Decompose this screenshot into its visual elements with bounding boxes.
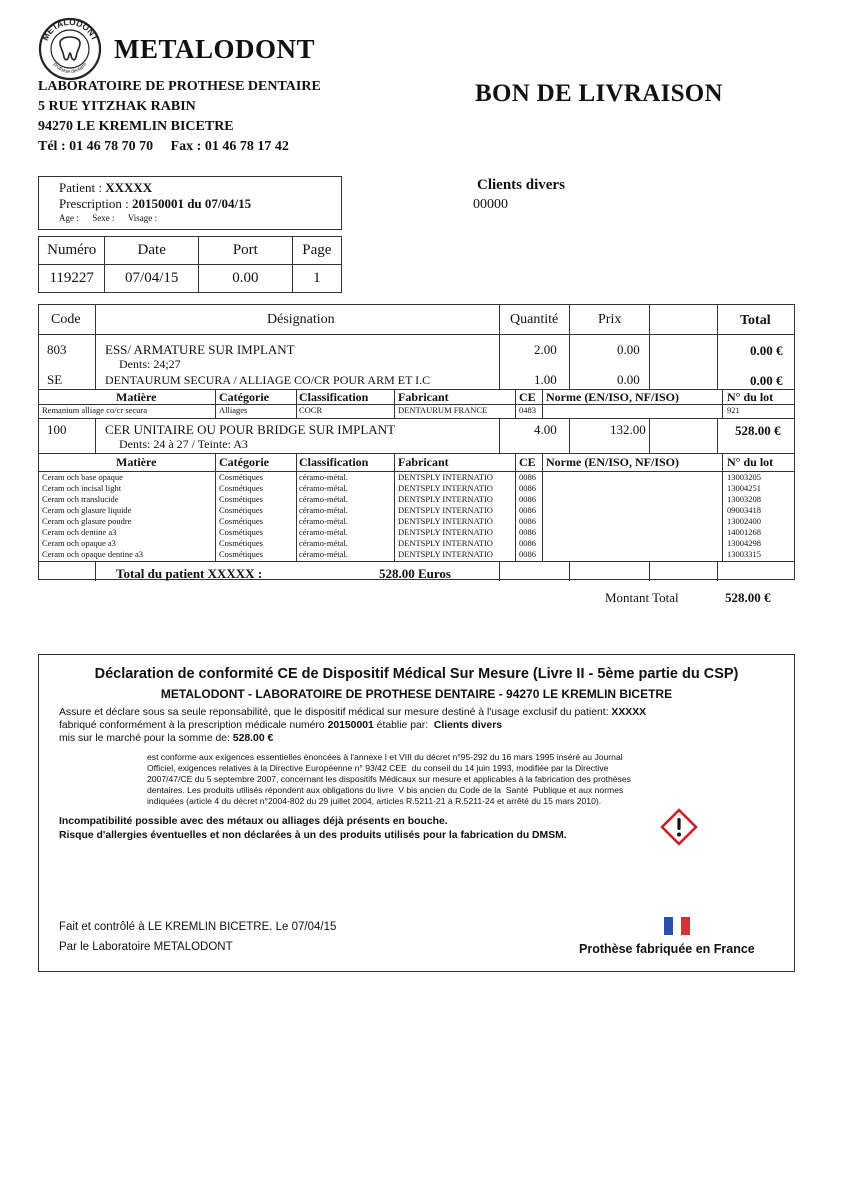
sub2-matiere: Matière <box>116 455 157 469</box>
material-classification: céramo-métal. <box>299 549 348 559</box>
french-flag-icon <box>664 917 690 935</box>
item2-quantite: 1.00 <box>534 372 557 387</box>
material-fabricant: DENTSPLY INTERNATIO <box>398 527 493 537</box>
material-ce: 0086 <box>519 549 536 559</box>
material-categorie: Alliages <box>219 405 248 415</box>
material-classification: céramo-métal. <box>299 472 348 482</box>
patient-total-value: 528.00 Euros <box>379 566 451 581</box>
material-ce: 0086 <box>519 472 536 482</box>
material-matiere: Ceram och incisal light <box>42 483 122 493</box>
client-code: 00000 <box>473 197 508 212</box>
declaration-patient: XXXXX <box>611 707 647 718</box>
place-date: Fait et contrôlé à LE KREMLIN BICETRE. Le 07/04/15 <box>59 921 337 933</box>
value-numero: 119227 <box>39 265 105 293</box>
material-classification: COCR <box>299 405 323 415</box>
document-title: BON DE LIVRAISON <box>475 80 723 107</box>
declaration-box <box>38 654 795 972</box>
material-classification: céramo-métal. <box>299 516 348 526</box>
item1-code: 803 <box>47 342 67 357</box>
material-fabricant: DENTSPLY INTERNATIO <box>398 472 493 482</box>
sub1-lot: N° du lot <box>727 390 774 404</box>
material-classification: céramo-métal. <box>299 527 348 537</box>
metalodont-logo <box>38 17 102 81</box>
item3-code: 100 <box>47 422 67 437</box>
col-total: Total <box>740 313 771 328</box>
item2-code: SE <box>47 372 63 387</box>
material-categorie: Cosmétiques <box>219 494 263 504</box>
material-categorie: Cosmétiques <box>219 516 263 526</box>
material-categorie: Cosmétiques <box>219 505 263 515</box>
col-prix: Prix <box>598 312 622 327</box>
sub2-ce: CE <box>519 455 536 469</box>
material-ce: 0086 <box>519 527 536 537</box>
material-lot: 13004298 <box>727 538 761 548</box>
lab-name: LABORATOIRE DE PROTHESE DENTAIRE <box>38 79 321 94</box>
declaration-intro-1: Assure et déclare sous sa seule reponsabilité, que le dispositif médical sur mesure destiné à l'usage exclusif du patient: XXXXX <box>59 707 647 718</box>
item1-designation: ESS/ ARMATURE SUR IMPLANT <box>105 342 295 357</box>
material-matiere: Ceram och dentine a3 <box>42 527 117 537</box>
material-lot: 13003208 <box>727 494 761 504</box>
header-numero: Numéro <box>39 237 105 265</box>
material-matiere: Ceram och translucide <box>42 494 119 504</box>
material-lot: 09003418 <box>727 505 761 515</box>
prescription-line: Prescription : 20150001 du 07/04/15 <box>59 196 252 211</box>
item3-total: 528.00 € <box>735 423 781 438</box>
montant-total-label: Montant Total <box>605 590 679 605</box>
value-port: 0.00 <box>199 265 293 293</box>
value-date: 07/04/15 <box>105 265 199 293</box>
material-matiere: Ceram och opaque a3 <box>42 538 116 548</box>
material-lot: 921 <box>727 405 740 415</box>
item3-dents: Dents: 24 à 27 / Teinte: A3 <box>119 437 248 451</box>
sub1-fabricant: Fabricant <box>398 390 449 404</box>
sub1-matiere: Matière <box>116 390 157 404</box>
item3-quantite: 4.00 <box>534 422 557 437</box>
signed-by: Par le Laboratoire METALODONT <box>59 941 233 953</box>
sub1-categorie: Catégorie <box>219 390 269 404</box>
sub2-fabricant: Fabricant <box>398 455 449 469</box>
patient-total-label: Total du patient XXXXX : <box>116 566 263 581</box>
sub2-classification: Classification <box>299 455 369 469</box>
material-lot: 13003315 <box>727 549 761 559</box>
warning-incompatibility: Incompatibilité possible avec des métaux ou alliages déjà présents en bouche. <box>59 816 448 827</box>
col-quantite: Quantité <box>510 312 559 327</box>
brand-name: METALODONT <box>114 34 316 64</box>
material-ce: 0086 <box>519 505 536 515</box>
sub2-lot: N° du lot <box>727 455 774 469</box>
material-fabricant: DENTSPLY INTERNATIO <box>398 516 493 526</box>
warning-allergy: Risque d'allergies éventuelles et non déclarées à un des produits utilisés pour la fabrication du DMSM. <box>59 830 567 841</box>
patient-line: Patient : XXXXX <box>59 180 153 195</box>
material-classification: céramo-métal. <box>299 538 348 548</box>
material-lot: 13003205 <box>727 472 761 482</box>
material-lot: 13002400 <box>727 516 761 526</box>
patient-name: XXXXX <box>105 180 153 195</box>
material-fabricant: DENTSPLY INTERNATIO <box>398 494 493 504</box>
value-page: 1 <box>292 265 341 293</box>
item1-prix: 0.00 <box>617 342 640 357</box>
patient-extra: Age : Sexe : Visage : <box>59 213 158 223</box>
material-ce: 0086 <box>519 494 536 504</box>
item3-prix: 132.00 <box>610 422 646 437</box>
declaration-title: Déclaration de conformité CE de Dispositif Médical Sur Mesure (Livre II - 5ème partie du CSP) <box>94 666 739 682</box>
prescription-number: 20150001 du 07/04/15 <box>131 196 252 211</box>
material-categorie: Cosmétiques <box>219 527 263 537</box>
material-fabricant: DENTSPLY INTERNATIO <box>398 538 493 548</box>
material-matiere: Ceram och base opaque <box>42 472 123 482</box>
declaration-intro-3: mis sur le marché pour la somme de: 528.00 € <box>59 733 274 744</box>
material-ce: 0086 <box>519 516 536 526</box>
material-categorie: Cosmétiques <box>219 538 263 548</box>
item1-dents: Dents: 24;27 <box>119 357 181 371</box>
logo-sub-text: prothèse dentaire <box>51 61 89 76</box>
made-in-france: Prothèse fabriquée en France <box>579 942 755 956</box>
lab-phone-fax: Tél : 01 46 78 70 70 Fax : 01 46 78 17 42 <box>38 139 289 154</box>
item1-quantite: 2.00 <box>534 342 557 357</box>
material-fabricant: DENTSPLY INTERNATIO <box>398 483 493 493</box>
declaration-subtitle: METALODONT - LABORATOIRE DE PROTHESE DENTAIRE - 94270 LE KREMLIN BICETRE <box>160 687 673 701</box>
material-fabricant: DENTSPLY INTERNATIO <box>398 549 493 559</box>
document-info-table <box>38 236 342 293</box>
col-designation: Désignation <box>267 312 335 327</box>
material-matiere: Ceram och glasure liquide <box>42 505 132 515</box>
sub2-categorie: Catégorie <box>219 455 269 469</box>
material-classification: céramo-métal. <box>299 483 348 493</box>
sub1-norme: Norme (EN/ISO, NF/ISO) <box>546 390 679 404</box>
material-matiere: Ceram och opaque dentine a3 <box>42 549 144 559</box>
material-classification: céramo-métal. <box>299 505 348 515</box>
item2-designation: DENTAURUM SECURA / ALLIAGE CO/CR POUR ARM ET I.C <box>105 373 431 387</box>
material-classification: céramo-métal. <box>299 494 348 504</box>
header-date: Date <box>105 237 199 265</box>
material-matiere: Ceram och glasure poudre <box>42 516 132 526</box>
lab-city: 94270 LE KREMLIN BICETRE <box>38 119 234 134</box>
material-ce: 0086 <box>519 538 536 548</box>
material-categorie: Cosmétiques <box>219 472 263 482</box>
warning-hazard-icon <box>659 807 699 847</box>
item3-designation: CER UNITAIRE OU POUR BRIDGE SUR IMPLANT <box>105 422 396 437</box>
declaration-client: Clients divers <box>433 720 503 731</box>
header-page: Page <box>292 237 341 265</box>
material-lot: 14001268 <box>727 527 761 537</box>
material-categorie: Cosmétiques <box>219 483 263 493</box>
material-lot: 13004251 <box>727 483 761 493</box>
logo-ring-text: METALODONT <box>39 17 101 43</box>
item2-total: 0.00 € <box>750 373 783 388</box>
client-name: Clients divers <box>477 177 565 193</box>
sub2-norme: Norme (EN/ISO, NF/ISO) <box>546 455 679 469</box>
lab-street: 5 RUE YITZHAK RABIN <box>38 99 196 114</box>
material-matiere: Remanium alliage co/cr secura <box>42 405 148 415</box>
material-ce: 0086 <box>519 483 536 493</box>
declaration-prescription: 20150001 <box>327 720 374 731</box>
montant-total-value: 528.00 € <box>725 590 771 605</box>
declaration-amount: 528.00 € <box>232 733 274 744</box>
item1-total: 0.00 € <box>750 343 783 358</box>
patient-box <box>38 176 342 230</box>
items-table <box>38 304 795 580</box>
col-code: Code <box>51 312 81 327</box>
sub1-classification: Classification <box>299 390 369 404</box>
material-fabricant: DENTSPLY INTERNATIO <box>398 505 493 515</box>
item2-prix: 0.00 <box>617 372 640 387</box>
material-ce: 0483 <box>519 405 536 415</box>
material-categorie: Cosmétiques <box>219 549 263 559</box>
header-port: Port <box>199 237 293 265</box>
declaration-intro-2: fabriqué conformément à la prescription médicale numéro 20150001 établie par: Clients divers <box>59 720 503 731</box>
conformity-text: est conforme aux exigences essentielles énoncées à l'annexe I et VIII du décret n°95-292 du 16 mars 1995 inséré au Journal Officiel, exigences relatives à la Directive Européenne n° 93/42 CEE du conseil du 14 juin 1993, modifiée par la Directive 2007/47/CE du 5 septembre 2007, concernant les dispositifs Médicaux sur mesure et applicables à la fabrication des prothèses dentaires. Les produits utilisés répondent aux obligations du livre V bis ancien du Code de la Santé Publique et aux normes indiquées (article 4 du décret n°2004-802 du 29 juillet 2004, articles R.5211-21 à R.5211-24 et arrêté du 15 mars 2010). <box>147 752 631 806</box>
sub1-ce: CE <box>519 390 536 404</box>
material-fabricant: DENTAURUM FRANCE <box>398 405 488 415</box>
